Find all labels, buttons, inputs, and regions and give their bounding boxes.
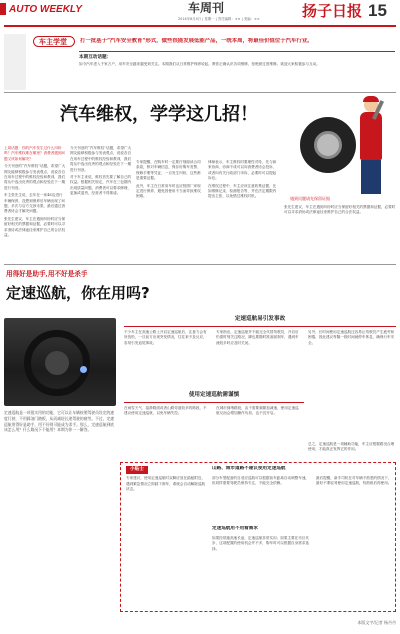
weekly-label: 车周刊 [188,1,225,15]
feature2-tag: 用得好是助手,用不好是杀手 [6,270,88,278]
sub2-col2: 在城市拥堵路段，由于需要频繁加减速，使用定速巡航反而会增加操作负担，也不宜开启。 [216,406,299,416]
date-line: 2014年8月4日 | 星期一 | 责任编辑：×× | 美编：×× [178,17,260,21]
feature1-col4-p2: 在维权过程中，车主应该注意收集证据，比如维修记录、检测报告等，并在法定期限内提出主张，以免错过维权时机。 [208,183,277,199]
mechanic-cap [363,96,379,102]
dashboard-photo [4,318,116,406]
feature1-col2-p2: 对于车主来说，维权首先要了解自己的权益。根据相关规定，汽车在三包期内出现质量问题，消费者可以要求修理、更换或退货，经营者不得推诿。 [70,175,132,196]
feature1-col2 [70,146,132,258]
feature1-col1-p3: 车主张先生说，去年在一家4S店进行车辆保养，没想到保养后车辆出现了问题，多次与店方交涉未果，最后通过消费者协会才解决问题。 [4,193,66,214]
feature1-col5 [284,205,396,258]
steering-hub-icon [45,351,69,375]
sub1-col3: 另外，长时间使用定速巡航还容易让驾驶员产生疲劳和困倦，因此建议每隔一段时间就停车休息，确保行车安全。 [308,330,395,345]
tips-col1: 专家建议，使用定速巡航时双脚应放在踏板附近，遇到紧急情况立即踩下刹车，系统会自动解除巡航状态。 [126,476,206,492]
page-header [0,0,400,30]
sub1-rule [124,326,396,327]
newspaper-name: 扬子日报 [302,2,363,20]
cruise-control-button-icon [80,366,87,373]
sub1-heading: 定速巡航易引发事故 [234,316,286,322]
sub2-rule [124,402,304,403]
mechanic-illustration [268,82,396,202]
intro-left-panel [4,34,26,90]
feature1-col3 [136,160,204,258]
intro-text: 如今汽车进入千家万户，用车安全越来越受到关注。本期我们从日常维护保养说起，教你正确认识各项维修，拒绝被过度维修。欢迎大家积极参与互动。 [79,62,320,66]
sub2-col1: 在雨雪天气、湿滑路面或者山路弯道较多的路段，不建议使用定速巡航，以免车辆失控。 [124,406,207,416]
sub4-heading: 定速巡航用不用看需求 [212,526,258,531]
intro-subheading: 本期互动话题： [79,55,112,60]
feature1-col3-p2: 此外，车主在日常用车时也应按照厂家规定进行保养，避免因使用不当而导致维权困难。 [136,183,201,199]
header-rule [4,25,396,27]
intro-slogan: 打一批基于“汽车安全教育”形式，做些很能发展低能产品，一统本周，将最佳价值位于汽车行业。 [80,38,313,44]
sub1-col1: 不少车主在高速公路上开启定速巡航后，注意力会有所放松，一旦前方出现突发情况，往往来不及反应，容易引发追尾事故。 [124,330,207,345]
intro-badge-text: 车主学堂 [39,37,67,46]
sub2-col3: 总之，定速巡航是一项辅助功能，车主应根据路况合理使用，才能真正发挥它的作用。 [308,442,395,452]
mechanic-legs [361,160,381,194]
feature1-col1-p4: 张先生建议，车主在遇到纠纷时应当保留好相关的票据和证据，必要时可以寻求消协或法律途径来维护自己的合法权益。 [4,216,66,238]
mechanic-body [360,112,382,160]
rim-icon [314,131,342,159]
feature1-title: 汽车维权，学学这几招！ [60,104,258,125]
tips-badge: 小贴士 [126,466,148,474]
feature1-col5-p1: 张先生建议，车主在遇到纠纷时应当保留好相关的票据和证据，必要时可以寻求消协或法律途径来维护自己的合法权益。 [284,205,396,215]
sub2-heading: 使用定速巡航需谨慎 [188,392,240,398]
feature1-col4-p1: 律师表示，车主维权时要理性对待，先与商家协商，协商不成可以向消费者协会投诉，或者向有关行政部门申诉，必要时可以提起诉讼。 [208,160,277,181]
feature2-sidebar: 定速巡航是一项很实用的功能，它可以让车辆按照驾驶员设定的速度行驶，不用踩油门踏板，从而减轻长途驾驶的疲劳。不过，定速巡航用得好是助手，用不好则可能成为杀手。那么，定速巡航到底该怎么用？什么路况下不能用？本期为你一一解答。 [4,410,115,433]
tips-col2: 部分车型配备的自适应巡航可以根据前车距离自动调整车速，但同样需要驾驶员保持专注，不能完全依赖。 [212,476,310,486]
mechanic-caption: 遇到问题请先保留证据 [290,196,330,201]
feature1-col3-p1: 专家提醒，在购车时一定要仔细阅读合同条款，核对车辆信息，保存好购车发票、保修手册等凭证，一旦发生纠纷，这些都是重要证据。 [136,160,201,181]
feature1-col1-p2: 今天刊登的“汽车维权”话题，希望广大网友能够积极参与发表观点，说说各自在用车过程中的维权经验和教训，我们将从中选出优秀的观点和经验在下一期进行刊登。 [4,164,66,190]
intro-rule [79,51,395,52]
header-left-stripe [0,3,6,15]
sub3-heading: 山路、城市道路不建议使用定速巡航 [212,466,286,471]
feature1-col1-p1: 上周话题：你的汽车发生过什么纠纷吗？汽车维权难在哪里？消费者遇到问题又该如何解决？ [4,146,66,161]
feature1-col2-p1: 今天刊登的“汽车维权”话题，希望广大网友能够积极参与发表观点，说说各自在用车过程中的维权经验和教训，我们将从中选出优秀的观点和经验在下一期进行刊登。 [70,146,132,172]
page-number: 15 [368,1,387,20]
sub1-col2: 专家指出，定速巡航并不能完全代替驾驶员，开启后仍需时刻关注路况，脚也要随时准备踩刹车，遇到车流较多时应及时关闭。 [216,330,299,345]
tips-col3: 最后提醒，新手司机在对车辆不熟悉的情况下，最好不要轻易使用定速巡航，待熟练后再使用。 [316,476,392,486]
sub4-text: 如果经常跑高速长途，定速巡航非常实用；如果主要在市区代步，这项配置的使用机会并不多，购车时可以根据自身需求选择。 [212,536,310,551]
footer-credit: 本版文字/记者 杨丹丹 [357,620,396,625]
feature1-col1 [4,146,66,258]
feature-divider [4,264,396,265]
section-label: AUTO WEEKLY [9,4,82,15]
feature2-title: 定速巡航，你在用吗? [6,284,150,302]
